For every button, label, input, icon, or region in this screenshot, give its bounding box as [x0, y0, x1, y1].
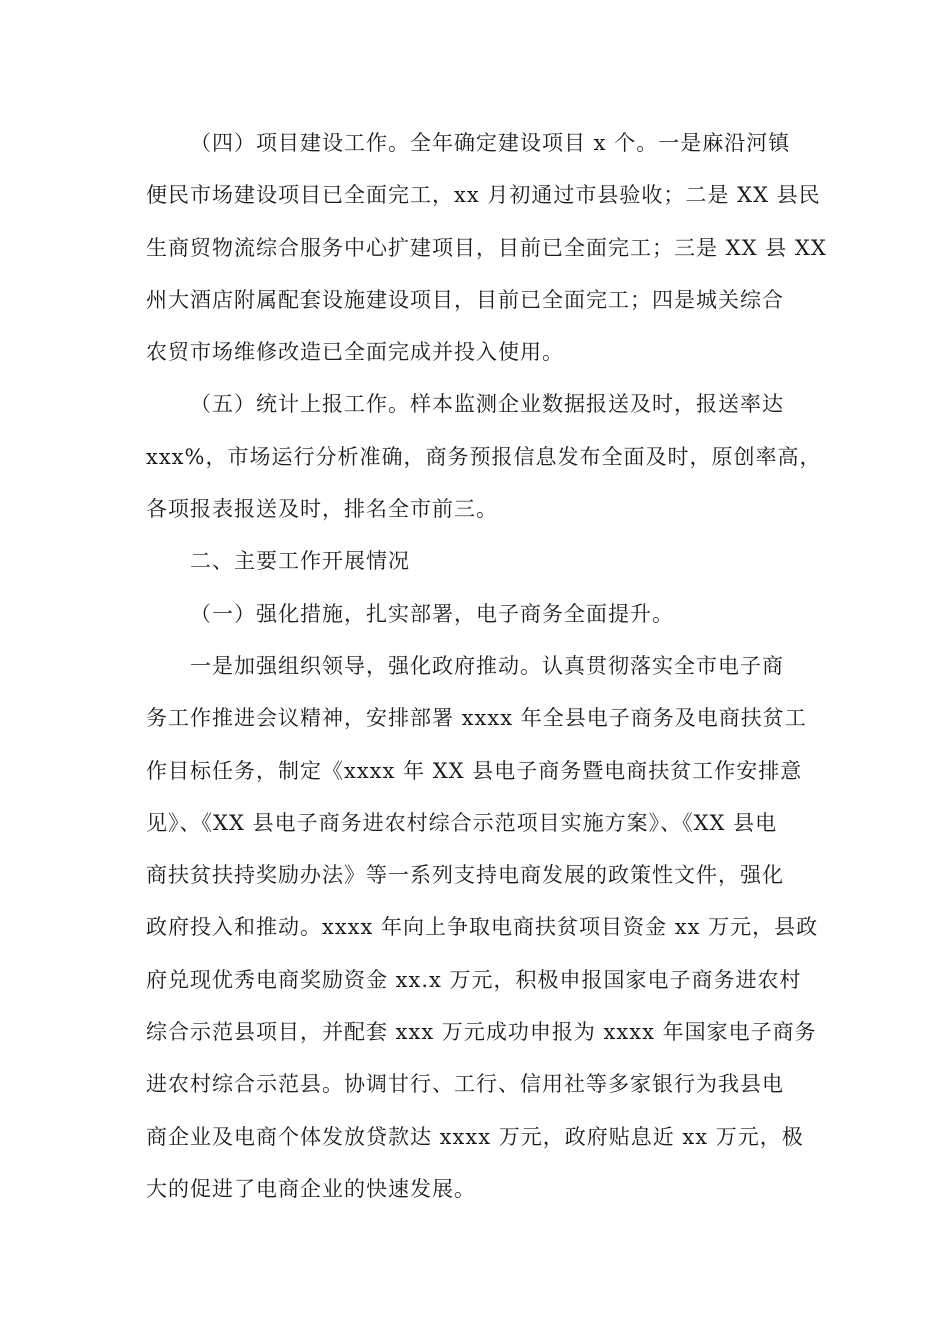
subsection-heading: （一）强化措施，扎实部署，电子商务全面提升。: [190, 601, 674, 626]
text-line: xxx%，市场运行分析准确，商务预报信息发布全面及时，原创率高，: [146, 444, 822, 469]
text-line: 商扶贫扶持奖励办法》等一系列支持电商发展的政策性文件，强化: [146, 863, 784, 888]
text-line: 作目标任务，制定《xxxx 年 XX 县电子商务暨电商扶贫工作安排意: [146, 758, 803, 783]
subsection-heading-ecommerce: [146, 588, 806, 640]
section-heading-main-work: [146, 535, 806, 587]
section-heading: 二、主要工作开展情况: [190, 549, 410, 574]
text-line: （四）项目建设工作。全年确定建设项目 x 个。一是麻沿河镇: [190, 131, 791, 155]
document-body: [146, 117, 827, 1215]
paragraph-statistics-reporting: [146, 378, 822, 535]
text-line: 生商贸物流综合服务中心扩建项目，目前已全面完工；三是 XX 县 XX: [146, 235, 827, 260]
text-line: 农贸市场维修改造已全面完成并投入使用。: [146, 340, 564, 365]
text-line: 见》、《XX 县电子商务进农村综合示范项目实施方案》、《XX 县电: [146, 810, 778, 835]
text-line: 大的促进了电商企业的快速发展。: [146, 1176, 476, 1201]
text-line: （五）统计上报工作。样本监测企业数据报送及时，报送率达: [190, 392, 784, 417]
paragraph-organization-leadership: [146, 640, 819, 1215]
paragraph-project-construction: [146, 117, 827, 378]
text-line: 进农村综合示范县。协调甘行、工行、信用社等多家银行为我县电: [146, 1072, 784, 1097]
text-line: 府兑现优秀电商奖励资金 xx.x 万元，积极申报国家电子商务进农村: [146, 967, 802, 992]
text-line: 州大酒店附属配套设施建设项目，目前已全面完工；四是城关综合: [146, 287, 784, 312]
text-line: 各项报表报送及时，排名全市前三。: [146, 497, 498, 522]
text-line: 一是加强组织领导，强化政府推动。认真贯彻落实全市电子商: [190, 653, 784, 678]
text-line: 商企业及电商个体发放贷款达 xxxx 万元，政府贴息近 xx 万元，极: [146, 1124, 804, 1149]
text-line: 便民市场建设项目已全面完工，xx 月初通过市县验收；二是 XX 县民: [146, 183, 821, 208]
text-line: 综合示范县项目，并配套 xxx 万元成功申报为 xxxx 年国家电子商务: [146, 1020, 817, 1045]
text-line: 务工作推进会议精神，安排部署 xxxx 年全县电子商务及电商扶贫工: [146, 706, 807, 731]
text-line: 政府投入和推动。xxxx 年向上争取电商扶贫项目资金 xx 万元，县政: [146, 915, 819, 940]
